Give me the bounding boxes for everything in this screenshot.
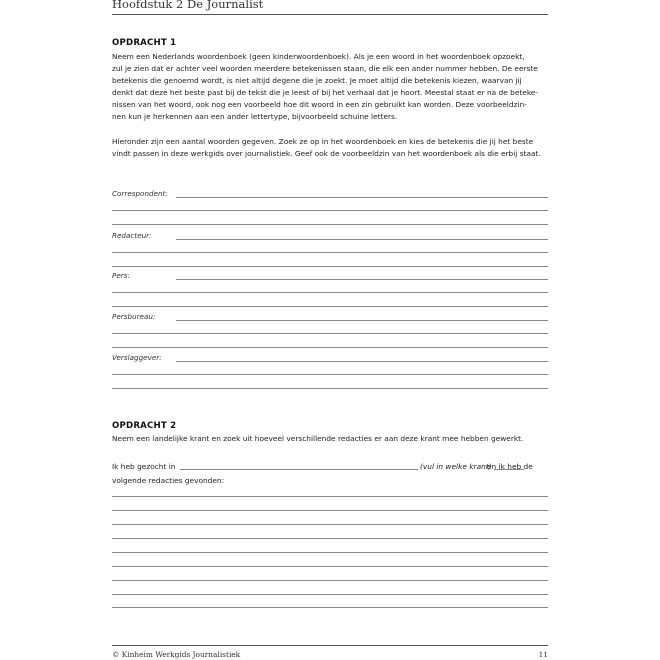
- sentence-line2: volgende redacties gevonden:: [112, 476, 225, 485]
- page-header: [112, 0, 548, 15]
- answer-line[interactable]: [112, 510, 548, 511]
- sentence-end: en ik heb de: [487, 462, 533, 471]
- answer-line[interactable]: [112, 594, 548, 595]
- answer-line[interactable]: [112, 306, 548, 307]
- intro-line: zul je zien dat er achter veel woorden meerdere betekenissen staan, die elk een ander nummer hebben. De eerste: [112, 64, 538, 74]
- intro-line: nen kun je herkennen aan een ander lettertype, bijvoorbeeld schuine letters.: [112, 112, 398, 122]
- opdracht-2-section: [112, 421, 548, 445]
- sentence-start: Ik heb gezocht in: [112, 462, 176, 471]
- answer-line: [176, 320, 548, 321]
- answer-line: [176, 279, 548, 280]
- answer-line[interactable]: [112, 224, 548, 225]
- answer-line[interactable]: [112, 496, 548, 497]
- sentence-hint: (vul in welke krant): [420, 462, 492, 471]
- intro-line: denkt dat deze het beste past bij de tekst die je leest of bij het verhaal dat je hoort. Meestal staat er na de beteke-: [112, 88, 539, 98]
- answer-line[interactable]: [112, 252, 548, 253]
- newspaper-fill-sentence: [112, 459, 548, 472]
- intro-line: betekenis die genoemd wordt, is niet altijd degene die je zoekt. Je moet altijd die betekenis kiezen, waarvan jij: [112, 76, 522, 86]
- answer-line[interactable]: [112, 552, 548, 553]
- answer-field-persbureau[interactable]: [112, 309, 548, 323]
- word-label: Correspondent:: [112, 189, 168, 198]
- answer-line[interactable]: [112, 580, 548, 581]
- word-label: Redacteur:: [112, 231, 152, 240]
- intro-line: Neem een Nederlands woordenboek (geen kinderwoordenboek). Als je een woord in het woordenboek opzoekt,: [112, 52, 525, 61]
- answer-line[interactable]: [112, 538, 548, 539]
- opdracht-1-intro: [112, 51, 548, 124]
- word-label: Verslaggever:: [112, 353, 162, 362]
- opdracht-2-heading: OPDRACHT 2: [112, 421, 177, 431]
- intro-line: Neem een landelijke krant en zoek uit hoeveel verschillende redacties er aan deze krant mee hebben gewerkt.: [112, 434, 524, 443]
- opdracht-1-heading: OPDRACHT 1: [112, 38, 177, 48]
- answer-line[interactable]: [112, 333, 548, 334]
- opdracht-2-intro: [112, 433, 548, 445]
- copyright-text: © Kinheim Werkgids Journalistiek: [112, 650, 241, 659]
- answer-line[interactable]: [112, 210, 548, 211]
- task-line: vindt passen in deze werkgids over journalistiek. Geef ook de voorbeeldzin van het woordenboek als die erbij staat.: [112, 148, 541, 158]
- answer-line[interactable]: [112, 266, 548, 267]
- answer-line: [176, 197, 548, 198]
- answer-line[interactable]: [112, 292, 548, 293]
- answer-field-verslaggever[interactable]: [112, 350, 548, 364]
- page-number: 11: [538, 650, 548, 659]
- word-label: Persbureau:: [112, 312, 156, 321]
- answer-line[interactable]: [112, 347, 548, 348]
- chapter-title: Hoofdstuk 2 De Journalist: [112, 0, 264, 11]
- opdracht-1-section: [112, 38, 548, 160]
- answer-line[interactable]: [112, 566, 548, 567]
- answer-line: [176, 361, 548, 362]
- page-footer: [112, 645, 548, 660]
- answer-line: [176, 239, 548, 240]
- opdracht-1-task: [112, 136, 548, 160]
- answer-line[interactable]: [112, 388, 548, 389]
- answer-line[interactable]: [112, 374, 548, 375]
- answer-field-correspondent[interactable]: [112, 186, 548, 200]
- word-label: Pers:: [112, 271, 130, 280]
- answer-line[interactable]: [112, 607, 548, 608]
- answer-field-redacteur[interactable]: [112, 228, 548, 242]
- answer-field-pers[interactable]: [112, 268, 548, 282]
- answer-line[interactable]: [112, 524, 548, 525]
- newspaper-fill-sentence-line2: [112, 473, 548, 486]
- task-line: Hieronder zijn een aantal woorden gegeven. Zoek ze op in het woordenboek en kies de betekenis die jij het beste: [112, 136, 534, 146]
- intro-line: nissen van het woord, ook nog een voorbeeld hoe dit woord in een zin gebruikt kan worden. Deze voorbeeldzin-: [112, 100, 527, 110]
